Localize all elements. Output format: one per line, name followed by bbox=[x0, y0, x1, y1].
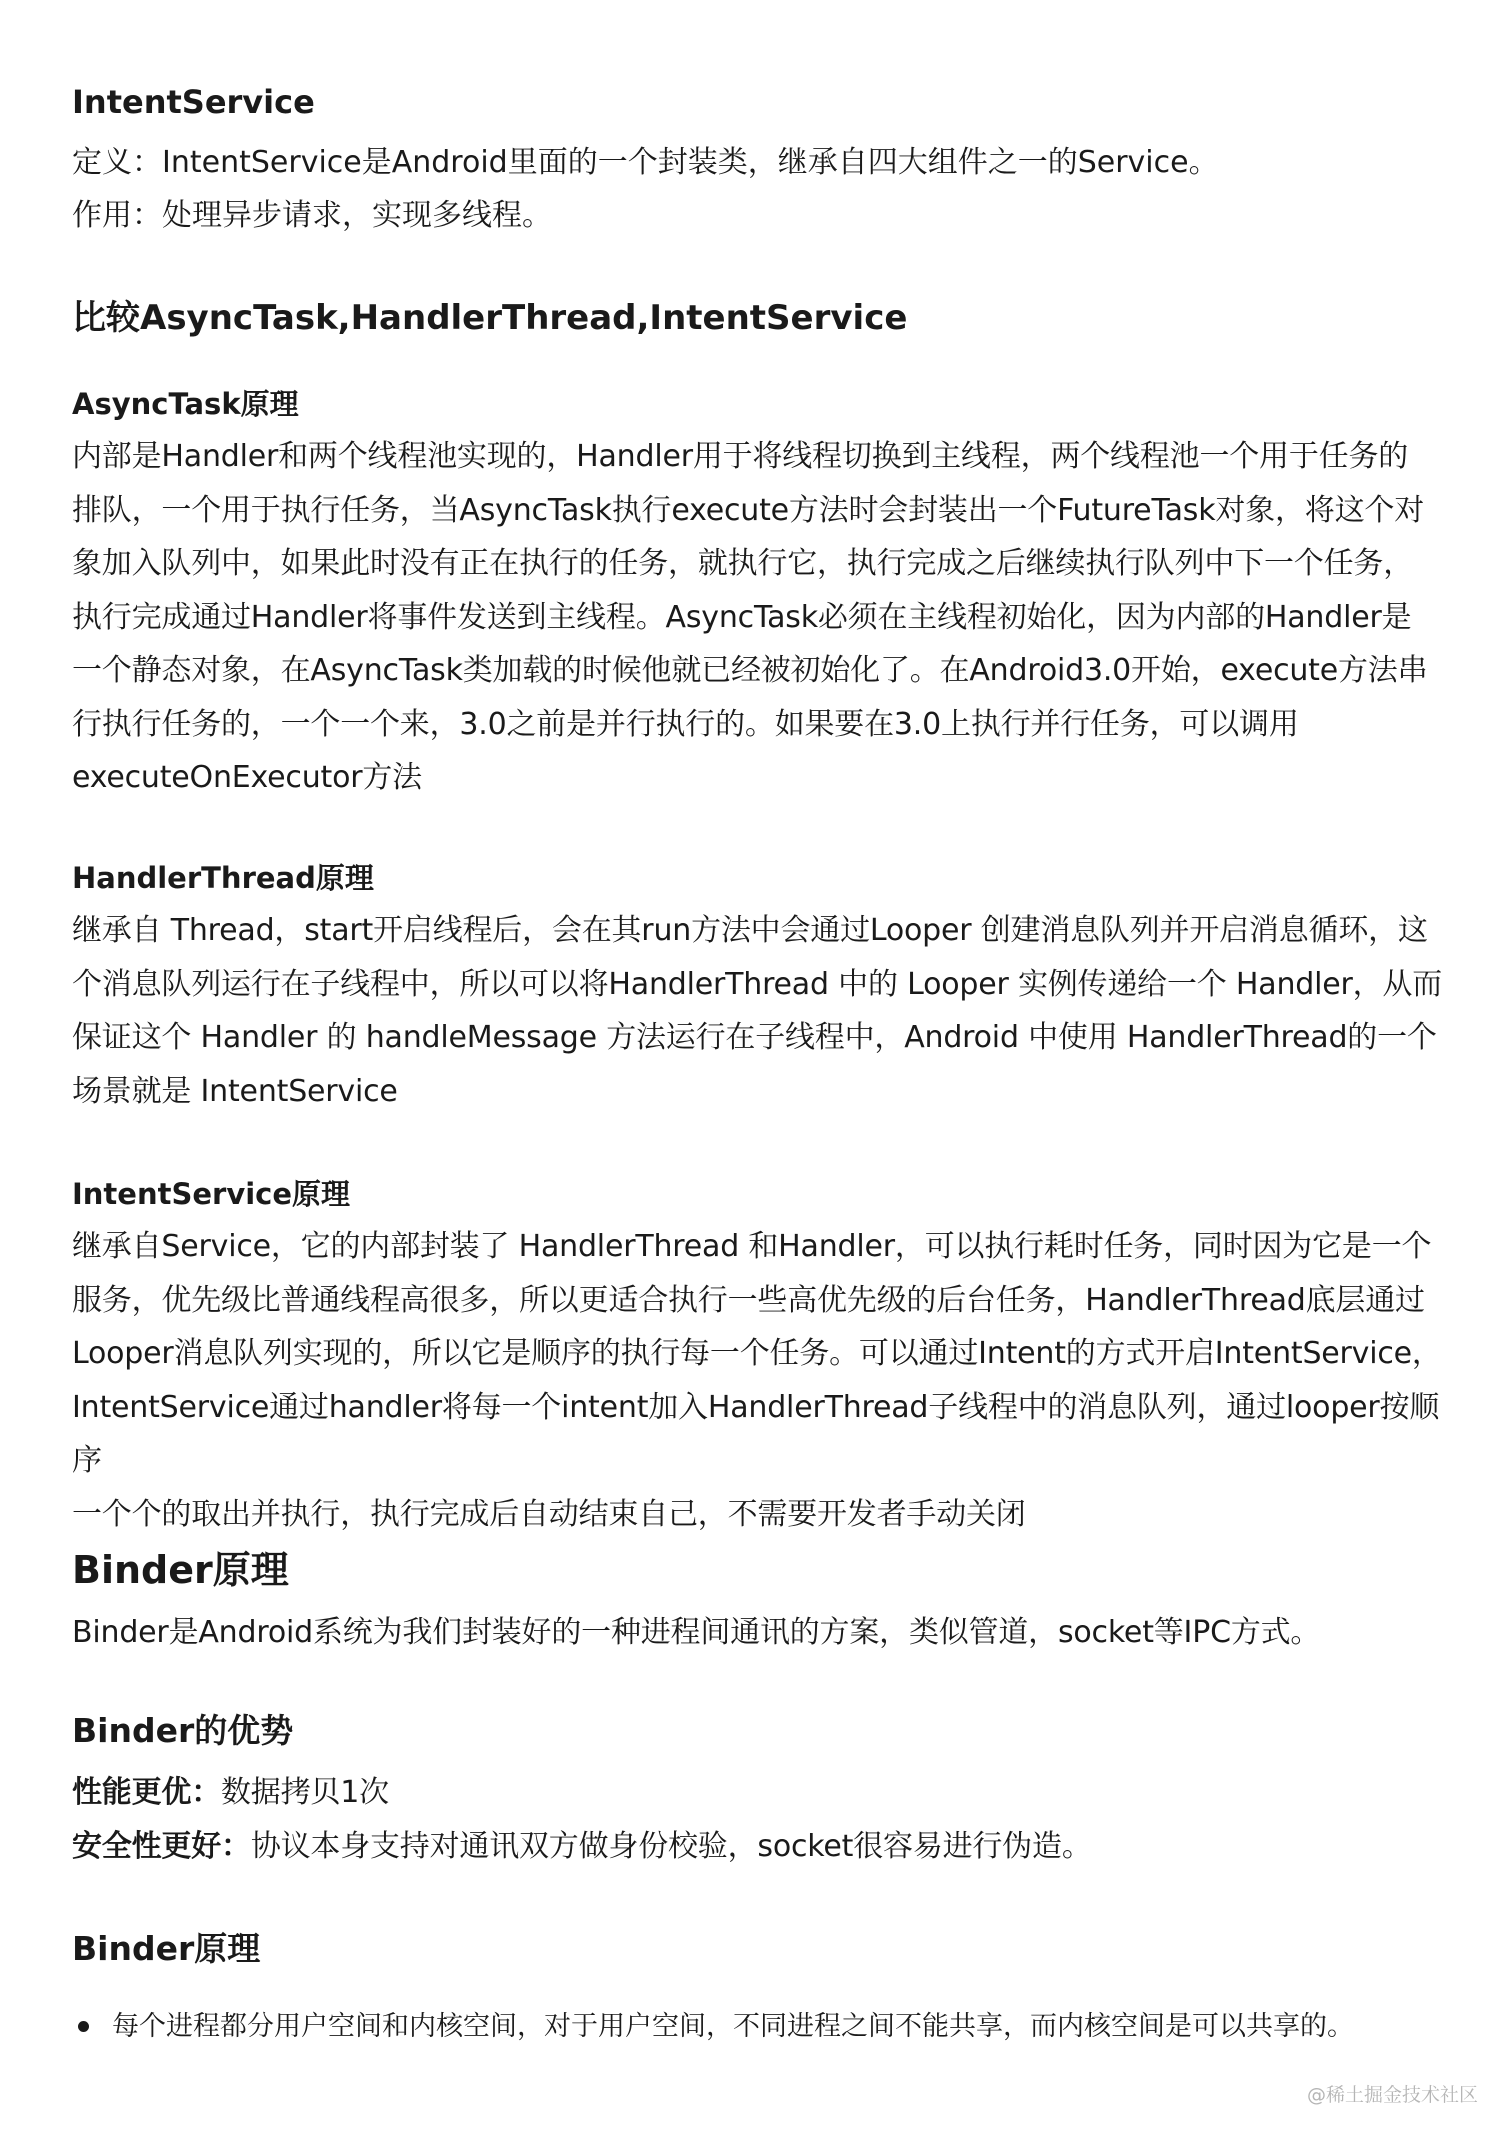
security-line bbox=[72, 1820, 1452, 1874]
paragraph-line: 执行完成通过Handler将事件发送到主线程。AsyncTask必须在主线程初始化，因为内部的Handler是 bbox=[72, 599, 1412, 635]
intentservice-definition-block bbox=[72, 136, 1219, 242]
intentservice-heading: IntentService bbox=[72, 83, 315, 121]
paragraph-line: IntentService通过handler将每一个intent加入HandlerThread子线程中的消息队列，通过looper按顺序 bbox=[72, 1389, 1440, 1478]
paragraph-line: Looper消息队列实现的，所以它是顺序的执行每一个任务。可以通过Intent的方式开启IntentService， bbox=[72, 1336, 1442, 1371]
binder-heading: Binder原理 bbox=[72, 1548, 289, 1592]
handlerthread-heading: HandlerThread原理 bbox=[72, 861, 374, 895]
asynctask-heading: AsyncTask原理 bbox=[72, 387, 299, 421]
binder-intro: Binder是Android系统为我们封装好的一种进程间通讯的方案，类似管道，socket等IPC方式。 bbox=[72, 1615, 1321, 1650]
paragraph-line: 象加入队列中，如果此时没有正在执行的任务，就执行它，执行完成之后继续执行队列中下一个任务， bbox=[72, 546, 1413, 581]
paragraph-line: 行执行任务的，一个一个来，3.0之前是并行执行的。如果要在3.0上执行并行任务，可以调用 bbox=[72, 706, 1299, 742]
intentservice-definition: 定义：IntentService是Android里面的一个封装类，继承自四大组件之一的Service。 bbox=[72, 145, 1219, 180]
intentservice-paragraph bbox=[72, 1220, 1452, 1541]
paragraph-line: 保证这个 Handler 的 handleMessage 方法运行在子线程中，Android 中使用 HandlerThread的一个 bbox=[72, 1020, 1437, 1055]
watermark-text: @稀土掘金技术社区 bbox=[1306, 2084, 1478, 2106]
performance-text: 数据拷贝1次 bbox=[221, 1775, 389, 1810]
asynctask-paragraph bbox=[72, 430, 1452, 805]
security-label: 安全性更好： bbox=[72, 1828, 251, 1864]
compare-heading: 比较AsyncTask,HandlerThread,IntentService bbox=[72, 298, 908, 338]
security-text: 协议本身支持对通讯双方做身份校验，socket很容易进行伪造。 bbox=[250, 1828, 1092, 1864]
paragraph-line: 内部是Handler和两个线程池实现的，Handler用于将线程切换到主线程，两个线程池一个用于任务的 bbox=[72, 439, 1409, 474]
paragraph-line: 排队，一个用于执行任务，当AsyncTask执行execute方法时会封装出一个FutureTask对象，将这个对 bbox=[72, 492, 1424, 528]
bullet-icon bbox=[78, 2021, 89, 2032]
binder-advantages-block bbox=[72, 1766, 1452, 1873]
paragraph-line: 一个静态对象，在AsyncTask类加载的时候他就已经被初始化了。在Android3.0开始，execute方法串 bbox=[72, 653, 1428, 688]
paragraph-line: 场景就是 IntentService bbox=[72, 1073, 398, 1109]
paragraph-line: 继承自Service，它的内部封装了 HandlerThread 和Handler，可以执行耗时任务，同时因为它是一个 bbox=[72, 1229, 1432, 1264]
binder-principle-heading: Binder原理 bbox=[72, 1929, 261, 1968]
paragraph-line: executeOnExecutor方法 bbox=[72, 760, 422, 795]
paragraph-line: 一个个的取出并执行，执行完成后自动结束自己，不需要开发者手动关闭 bbox=[72, 1496, 1026, 1532]
list-item-text: 每个进程都分用户空间和内核空间，对于用户空间，不同进程之间不能共享，而内核空间是可以共享的。 bbox=[112, 2011, 1354, 2042]
performance-label: 性能更优： bbox=[72, 1775, 221, 1810]
handlerthread-paragraph bbox=[72, 904, 1452, 1118]
intentservice-principle-heading: IntentService原理 bbox=[72, 1177, 351, 1211]
paragraph-line: 个消息队列运行在子线程中，所以可以将HandlerThread 中的 Looper 实例传递给一个 Handler，从而 bbox=[72, 966, 1443, 1002]
performance-line bbox=[72, 1766, 1452, 1820]
list-item bbox=[72, 2005, 1354, 2049]
binder-principle-list bbox=[72, 2005, 1354, 2049]
binder-advantages-heading: Binder的优势 bbox=[72, 1711, 294, 1750]
paragraph-line: 继承自 Thread，start开启线程后，会在其run方法中会通过Looper 创建消息队列并开启消息循环，这 bbox=[72, 913, 1428, 948]
intentservice-purpose: 作用：处理异步请求，实现多线程。 bbox=[72, 198, 552, 233]
paragraph-line: 服务，优先级比普通线程高很多，所以更适合执行一些高优先级的后台任务，HandlerThread底层通过 bbox=[72, 1282, 1425, 1318]
